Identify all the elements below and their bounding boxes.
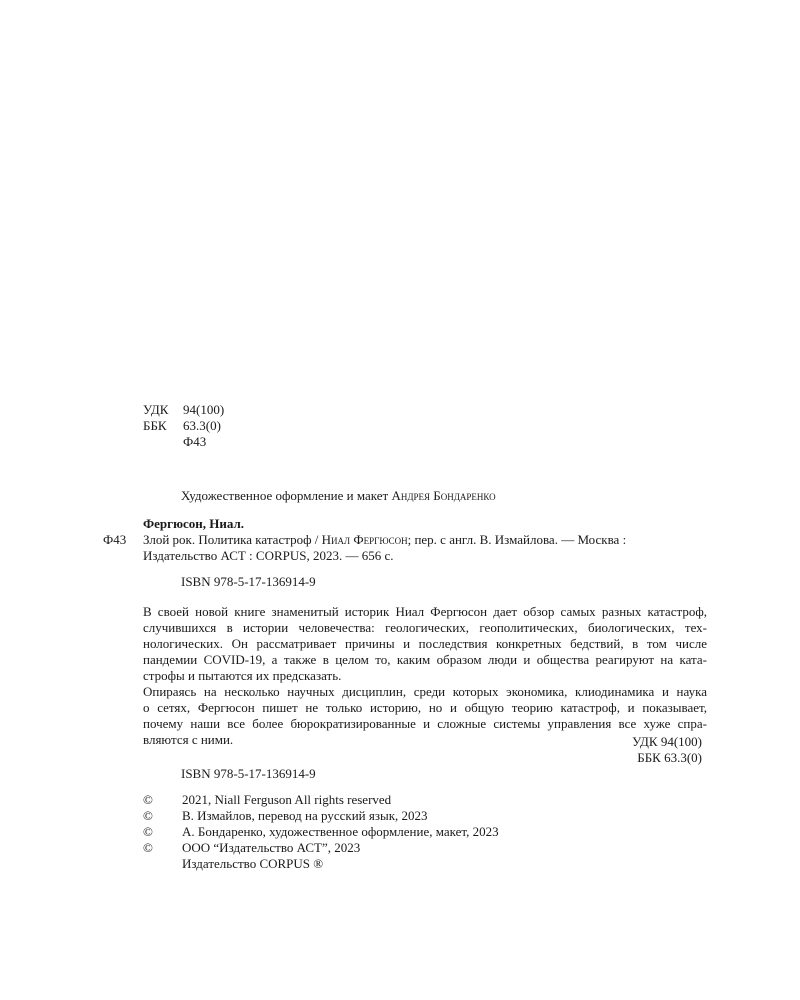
copyright-symbol: © (143, 824, 153, 839)
copyright-text: 2021, Niall Ferguson All rights reserved (182, 792, 392, 807)
copyright-text: ООО “Издательство АСТ”, 2023 (182, 840, 361, 855)
copyright-text: А. Бондаренко, художественное оформление, макет, 2023 (182, 824, 499, 839)
author-sign: Ф43 (103, 532, 127, 547)
annotation-line: пандемии COVID-19, а также в целом то, каким образом люди и общества реагируют на ката- (143, 652, 707, 667)
annotation-line: почему наши все более бюрократизированные и сложные системы управления все хуже спра- (143, 716, 707, 731)
copyright-row (143, 840, 360, 856)
udk-value: 94(100) (183, 402, 225, 417)
annotation-paragraph-2 (143, 684, 707, 748)
publisher-line: Издательство АСТ : CORPUS, 2023. — 656 с. (143, 548, 394, 563)
udk-label: УДК (143, 402, 169, 417)
copyright-symbol: © (143, 808, 153, 823)
bbk-right: ББК 63.3(0) (637, 750, 702, 765)
copyright-row (143, 824, 499, 840)
annotation-line: случившихся в истории человечества: геологических, геополитических, биологических, тех- (143, 620, 707, 635)
design-credit-text: Художественное оформление и макет (181, 488, 392, 503)
author-sign-top: Ф43 (183, 434, 207, 449)
copyright-symbol: © (143, 840, 153, 855)
bbk-value: 63.3(0) (183, 418, 221, 433)
copyright-row (143, 856, 323, 872)
design-credit-name: Андрея Бондаренко (391, 488, 496, 503)
copyright-row (143, 792, 391, 808)
design-credit (181, 488, 496, 504)
annotation-line: нологических. Он рассматривает причины и последствия конкретных бедствий, в том числе (143, 636, 707, 651)
annotation-paragraph-1 (143, 604, 707, 684)
author-heading: Фергюсон, Ниал. (143, 516, 245, 531)
isbn-bottom: ISBN 978-5-17-136914-9 (181, 766, 316, 781)
title-translator: ; пер. с англ. В. Измайлова. — Москва : (407, 532, 627, 547)
copyright-text: Издательство CORPUS ® (182, 856, 324, 871)
copyright-row (143, 808, 428, 824)
annotation-line: Опираясь на несколько научных дисциплин, среди которых экономика, клиодинамика и наука (143, 684, 707, 699)
isbn-top: ISBN 978-5-17-136914-9 (181, 574, 316, 589)
annotation-line: вляются с ними. (143, 732, 234, 747)
copyright-symbol: © (143, 792, 153, 807)
annotation-line: В своей новой книге знаменитый историк Ниал Фергюсон дает обзор самых разных катастроф, (143, 604, 707, 619)
copyright-text: В. Измайлов, перевод на русский язык, 2023 (182, 808, 428, 823)
bbk-label: ББК (143, 418, 167, 433)
annotation-line: о сетях, Фергюсон пишет не только историю, но и общую теорию катастроф, и показывает, (143, 700, 707, 715)
annotation-line: строфы и пытаются их предсказать. (143, 668, 342, 683)
title-line (143, 532, 626, 548)
author-small-caps: Ниал Фергюсон (321, 532, 408, 547)
udk-right: УДК 94(100) (632, 734, 702, 749)
title-text: Злой рок. Политика катастроф / (143, 532, 322, 547)
